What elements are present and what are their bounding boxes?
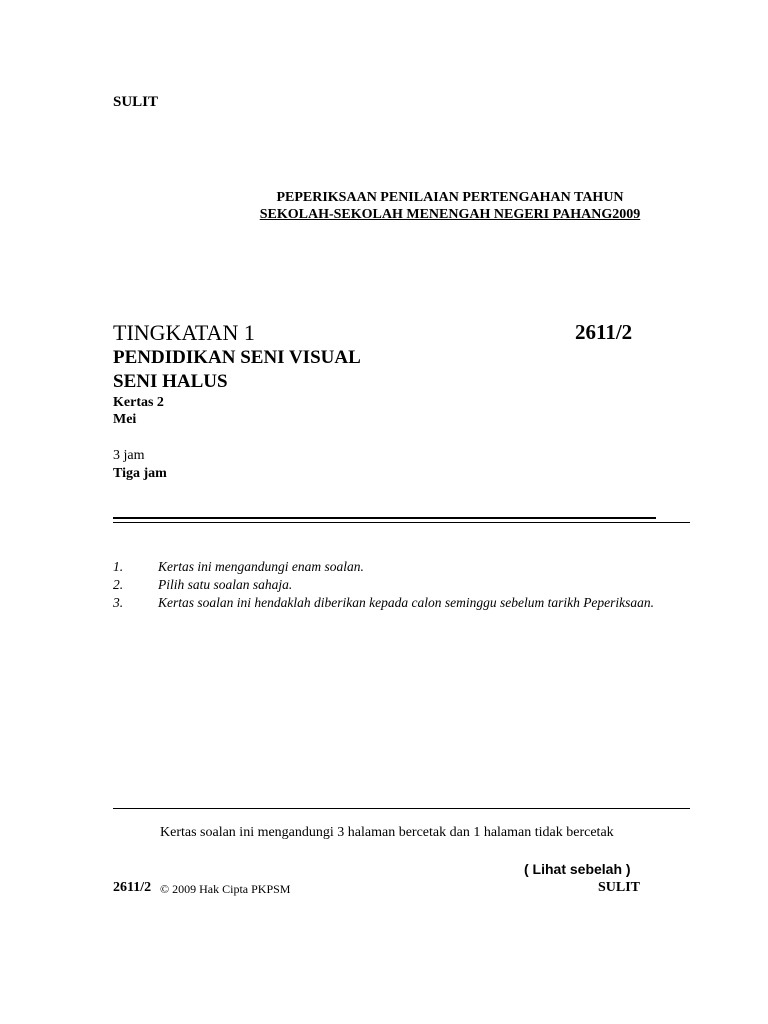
duration: 3 jam	[113, 448, 145, 463]
duration-words: Tiga jam	[113, 466, 167, 481]
copyright-notice: © 2009 Hak Cipta PKPSM	[160, 882, 291, 896]
instruction-number: 2.	[113, 577, 124, 592]
footer-paper-code: 2611/2	[113, 880, 152, 895]
exam-month: Mei	[113, 412, 137, 427]
subject-subtitle: SENI HALUS	[113, 371, 228, 392]
exam-title	[240, 189, 660, 223]
instruction-text: Kertas ini mengandungi enam soalan.	[158, 559, 364, 574]
instruction-item	[113, 594, 673, 612]
classification-top: SULIT	[113, 94, 159, 110]
exam-title-line1: PEPERIKSAAN PENILAIAN PERTENGAHAN TAHUN	[276, 190, 624, 205]
instruction-number: 3.	[113, 595, 124, 610]
instruction-item	[113, 558, 673, 576]
divider-footer	[113, 808, 690, 809]
divider-thick	[113, 517, 656, 519]
classification-bottom: SULIT	[598, 880, 641, 895]
form-level: TINGKATAN 1	[113, 320, 255, 345]
instruction-text: Kertas soalan ini hendaklah diberikan kepada calon seminggu sebelum tarikh Peperiksaan.	[158, 595, 655, 610]
subject-title: PENDIDIKAN SENI VISUAL	[113, 347, 361, 368]
exam-title-line2: SEKOLAH-SEKOLAH MENENGAH NEGERI PAHANG2009	[259, 207, 641, 222]
paper-number: Kertas 2	[113, 395, 164, 410]
paper-code: 2611/2	[575, 320, 633, 344]
see-next-page: ( Lihat sebelah )	[524, 861, 631, 877]
instruction-text: Pilih satu soalan sahaja.	[158, 577, 293, 592]
instruction-item	[113, 576, 673, 594]
divider-thin	[113, 522, 690, 523]
pages-note: Kertas soalan ini mengandungi 3 halaman bercetak dan 1 halaman tidak bercetak	[160, 825, 614, 840]
instruction-number: 1.	[113, 559, 124, 574]
instructions-list	[113, 558, 673, 612]
